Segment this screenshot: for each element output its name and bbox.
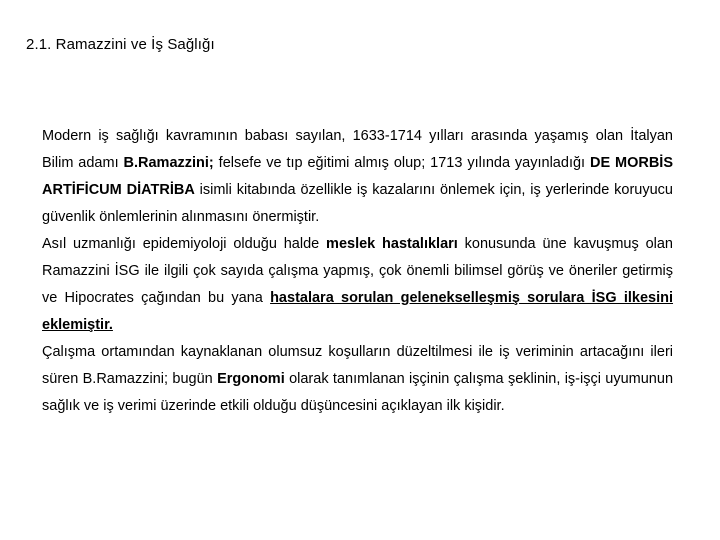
text-segment-bold-underline: hastalara sorulan gelenekselleşmiş sorulara İSG ilkesini eklemiştir. — [42, 290, 674, 333]
text-segment-bold: B.Ramazzini; — [123, 155, 214, 171]
text-segment: Asıl uzmanlığı epidemiyoloji olduğu halde — [42, 236, 327, 252]
paragraph — [42, 123, 673, 231]
text-segment-bold: DE MORBİS ARTİFİCUM DİATRİBA — [42, 155, 674, 198]
text-segment: isimli kitabında özellikle iş kazalarını önlemek için, iş yerlerinde koruyucu güvenlik önlemlerinin alınmasını önermiştir. — [42, 182, 673, 225]
text-segment: olarak tanımlanan işçinin çalışma şeklinin, iş-işçi uyumunun sağlık ve iş verimi üzerinde etkili olduğu düşüncesini açıklayan ilk kişidir. — [42, 371, 674, 414]
text-segment: Çalışma ortamından kaynaklanan olumsuz koşulların düzeltilmesi ile iş veriminin artacağını ileri süren B.Ramazzini; bugün — [42, 344, 673, 387]
section-heading: 2.1. Ramazzini ve İş Sağlığı — [26, 36, 215, 53]
paragraph — [42, 339, 673, 420]
paragraph — [42, 231, 673, 339]
text-segment: Modern iş sağlığı kavramının babası sayılan, 1633-1714 yılları arasında yaşamış olan İtalyan Bilim adamı — [42, 128, 673, 171]
text-segment-bold: meslek hastalıkları — [326, 236, 458, 252]
text-segment: felsefe ve tıp eğitimi almış olup; 1713 yılında yayınladığı — [213, 155, 590, 171]
text-segment: konusunda üne kavuşmuş olan Ramazzini İSG ile ilgili çok sayıda çalışma yapmış, çok önemli bilimsel görüş ve öneriler getirmiş ve Hipocrates çağından bu yana — [42, 236, 673, 306]
text-segment-bold: Ergonomi — [217, 371, 285, 387]
body-text — [42, 123, 673, 420]
